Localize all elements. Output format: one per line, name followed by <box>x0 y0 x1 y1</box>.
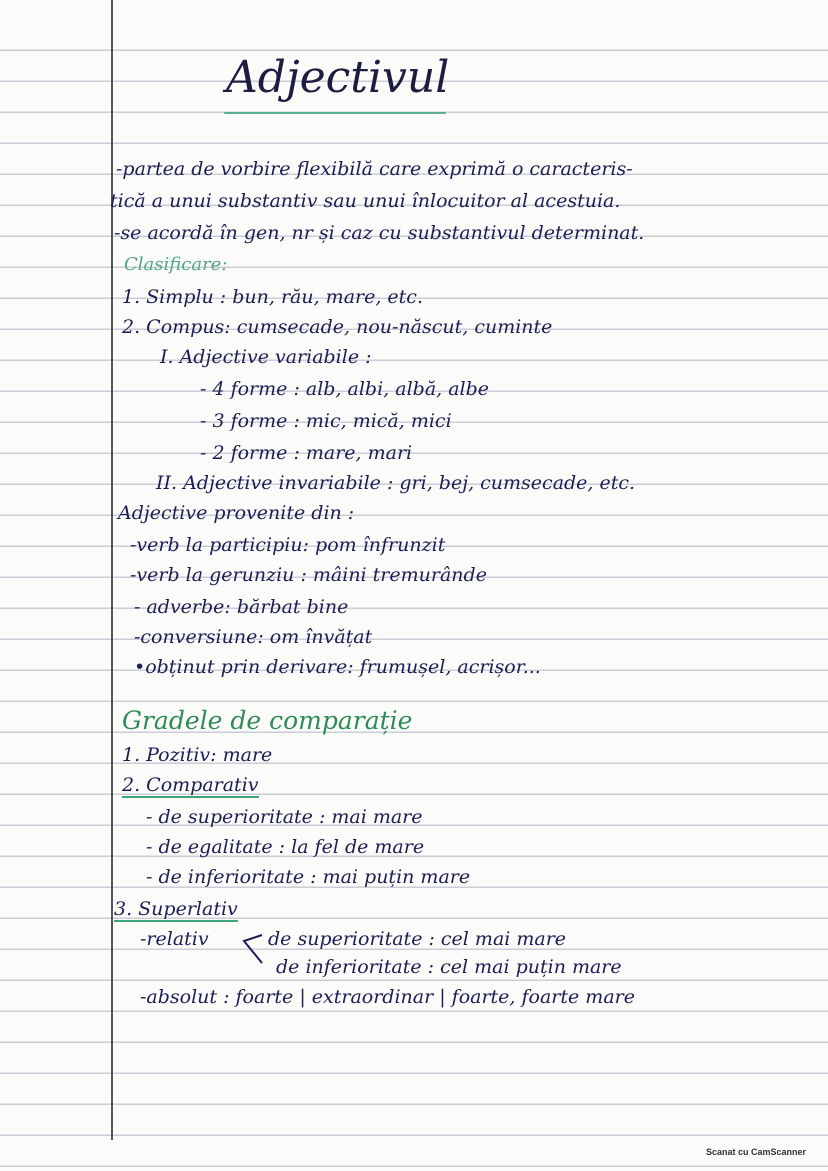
title-underline <box>224 112 446 114</box>
invariable-adjectives: II. Adjective invariabile : gri, bej, cumsecade, etc. <box>156 472 636 494</box>
comparative-superiority: - de superioritate : mai mare <box>146 806 423 828</box>
derived-heading: Adjective provenite din : <box>118 502 355 524</box>
margin-line <box>111 0 113 1140</box>
relative-inferiority: de inferioritate : cel mai puțin mare <box>276 956 622 978</box>
scanner-watermark: Scanat cu CamScanner <box>705 1147 806 1157</box>
bracket-icon <box>240 932 264 966</box>
comparative-label: 2. Comparativ <box>122 774 259 796</box>
definition-line-3: -se acordă în gen, nr și caz cu substantivul determinat. <box>114 222 645 244</box>
derived-item-adverb: - adverbe: bărbat bine <box>134 596 349 618</box>
superlative-absolute: -absolut : foarte | extraordinar | foarte, foarte mare <box>140 986 635 1008</box>
derived-item-gerund: -verb la gerunziu : mâini tremurânde <box>130 564 487 586</box>
relative-superiority: de superioritate : cel mai mare <box>268 928 567 950</box>
degree-superlative-heading <box>114 898 238 920</box>
variable-form-3: - 3 forme : mic, mică, mici <box>200 410 452 432</box>
page-title: Adjectivul <box>226 52 450 103</box>
degree-positive: 1. Pozitiv: mare <box>122 744 273 766</box>
degree-comparative-heading <box>122 774 259 796</box>
definition-line-1: -partea de vorbire flexibilă care exprimă o caracteris- <box>116 158 633 180</box>
derived-item-derivation: •obținut prin derivare: frumușel, acrișor... <box>134 656 541 678</box>
superlative-relative-label: -relativ <box>140 928 209 950</box>
classification-heading: Clasificare: <box>124 254 228 275</box>
superlative-label: 3. Superlativ <box>114 898 238 920</box>
classification-simple: 1. Simplu : bun, rău, mare, etc. <box>122 286 423 308</box>
definition-line-2: tică a unui substantiv sau unui înlocuitor al acestuia. <box>110 190 621 212</box>
variable-form-2: - 2 forme : mare, mari <box>200 442 413 464</box>
degrees-heading: Gradele de comparație <box>122 706 413 735</box>
derived-item-conversion: -conversiune: om învățat <box>134 626 373 648</box>
variable-form-4: - 4 forme : alb, albi, albă, albe <box>200 378 490 400</box>
variable-adjectives-heading: I. Adjective variabile : <box>160 346 372 368</box>
derived-item-participle: -verb la participiu: pom înfrunzit <box>130 534 446 556</box>
comparative-inferiority: - de inferioritate : mai puțin mare <box>146 866 471 888</box>
comparative-equality: - de egalitate : la fel de mare <box>146 836 425 858</box>
classification-compound: 2. Compus: cumsecade, nou-născut, cuminte <box>122 316 553 338</box>
